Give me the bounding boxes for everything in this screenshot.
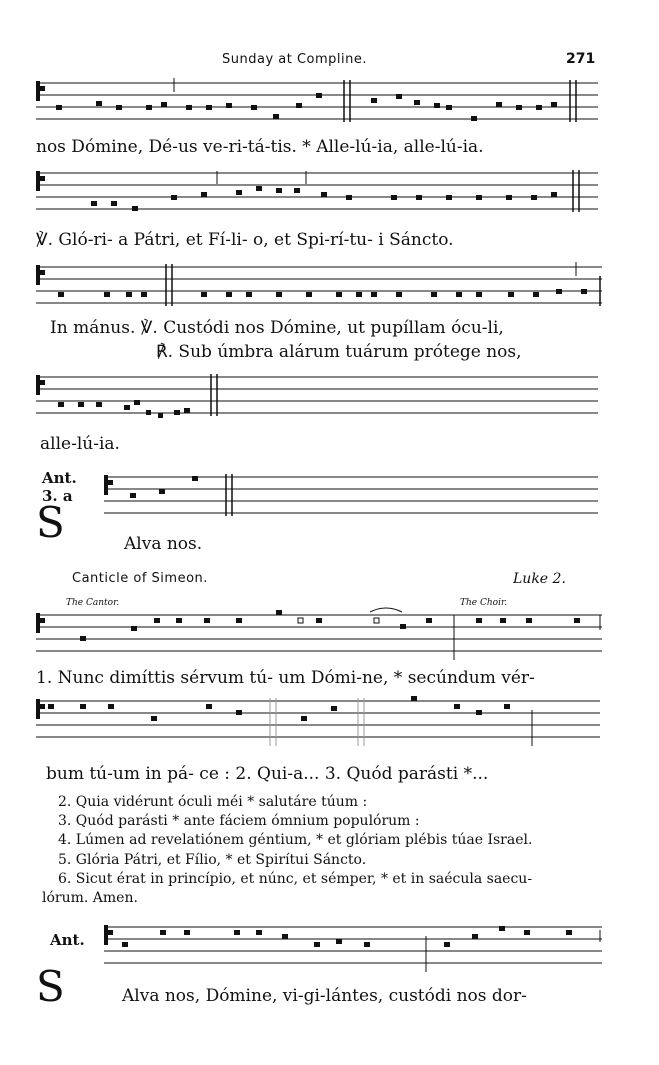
lyric-line-1: nos Dómine, Dé-us ve-ri-tá-tis. * Alle-lú-ia, alle-lú-ia. [36,137,484,157]
antiphon-2-text: Alva nos, Dómine, vi-gi-lántes, custódi nos dor- [122,986,527,1006]
running-header: Sunday at Compline. [222,52,368,67]
chant-staff-4 [36,372,598,422]
antiphon-2-label: Ant. [50,931,85,949]
chant-staff-3 [36,262,602,312]
chant-staff-6 [36,610,602,660]
verse-6-cont: lórum. Amen. [42,890,138,906]
verse-6: 6. Sicut érat in princípio, et núnc, et sémper, * et in saécula saecu- [58,871,533,887]
chant-staff-1 [36,78,598,128]
canticle-reference: Luke 2. [513,571,566,587]
antiphon-label: Ant. [42,469,77,487]
choir-label: The Choir. [460,598,508,608]
lyric-line-2: ℣. Gló-ri- a Pátri, et Fí-li- o, et Spi-rí-tu- i Sáncto. [36,230,454,250]
lyric-line-4: ℟. Sub úmbra alárum tuárum prótege nos, [156,342,522,362]
page-number: 271 [566,51,596,67]
verse-4: 4. Lúmen ad revelatiónem géntium, * et glóriam plébis túae Israel. [58,832,533,848]
antiphon-mode: 3. a [42,487,73,505]
drop-cap-s: S [36,498,65,547]
verse-2: 2. Quia vidérunt óculi méi * salutáre túum : [58,794,368,810]
verse-3: 3. Quód parásti * ante fáciem ómnium populórum : [58,813,420,829]
lyric-line-3: In mánus. ℣. Custódi nos Dómine, ut pupíllam ócu-li, [50,318,504,338]
canticle-line-2: bum tú-um in pá- ce : 2. Qui-a... 3. Quód parásti *... [46,764,489,784]
cantor-label: The Cantor. [66,598,120,608]
verse-5: 5. Glória Pátri, et Fílio, * et Spirítui Sáncto. [58,852,367,868]
chant-staff-2 [36,168,598,218]
canticle-line-1: 1. Nunc dimíttis sérvum tú- um Dómi-ne, * secúndum vér- [36,668,535,688]
drop-cap-s-2: S [36,962,65,1011]
canticle-title: Canticle of Simeon. [72,571,208,586]
chant-staff-8 [104,922,602,972]
chant-staff-7 [36,696,600,746]
lyric-line-5: alle-lú-ia. [40,434,120,454]
antiphon-text: Alva nos. [124,534,203,554]
chant-staff-5 [104,472,598,522]
